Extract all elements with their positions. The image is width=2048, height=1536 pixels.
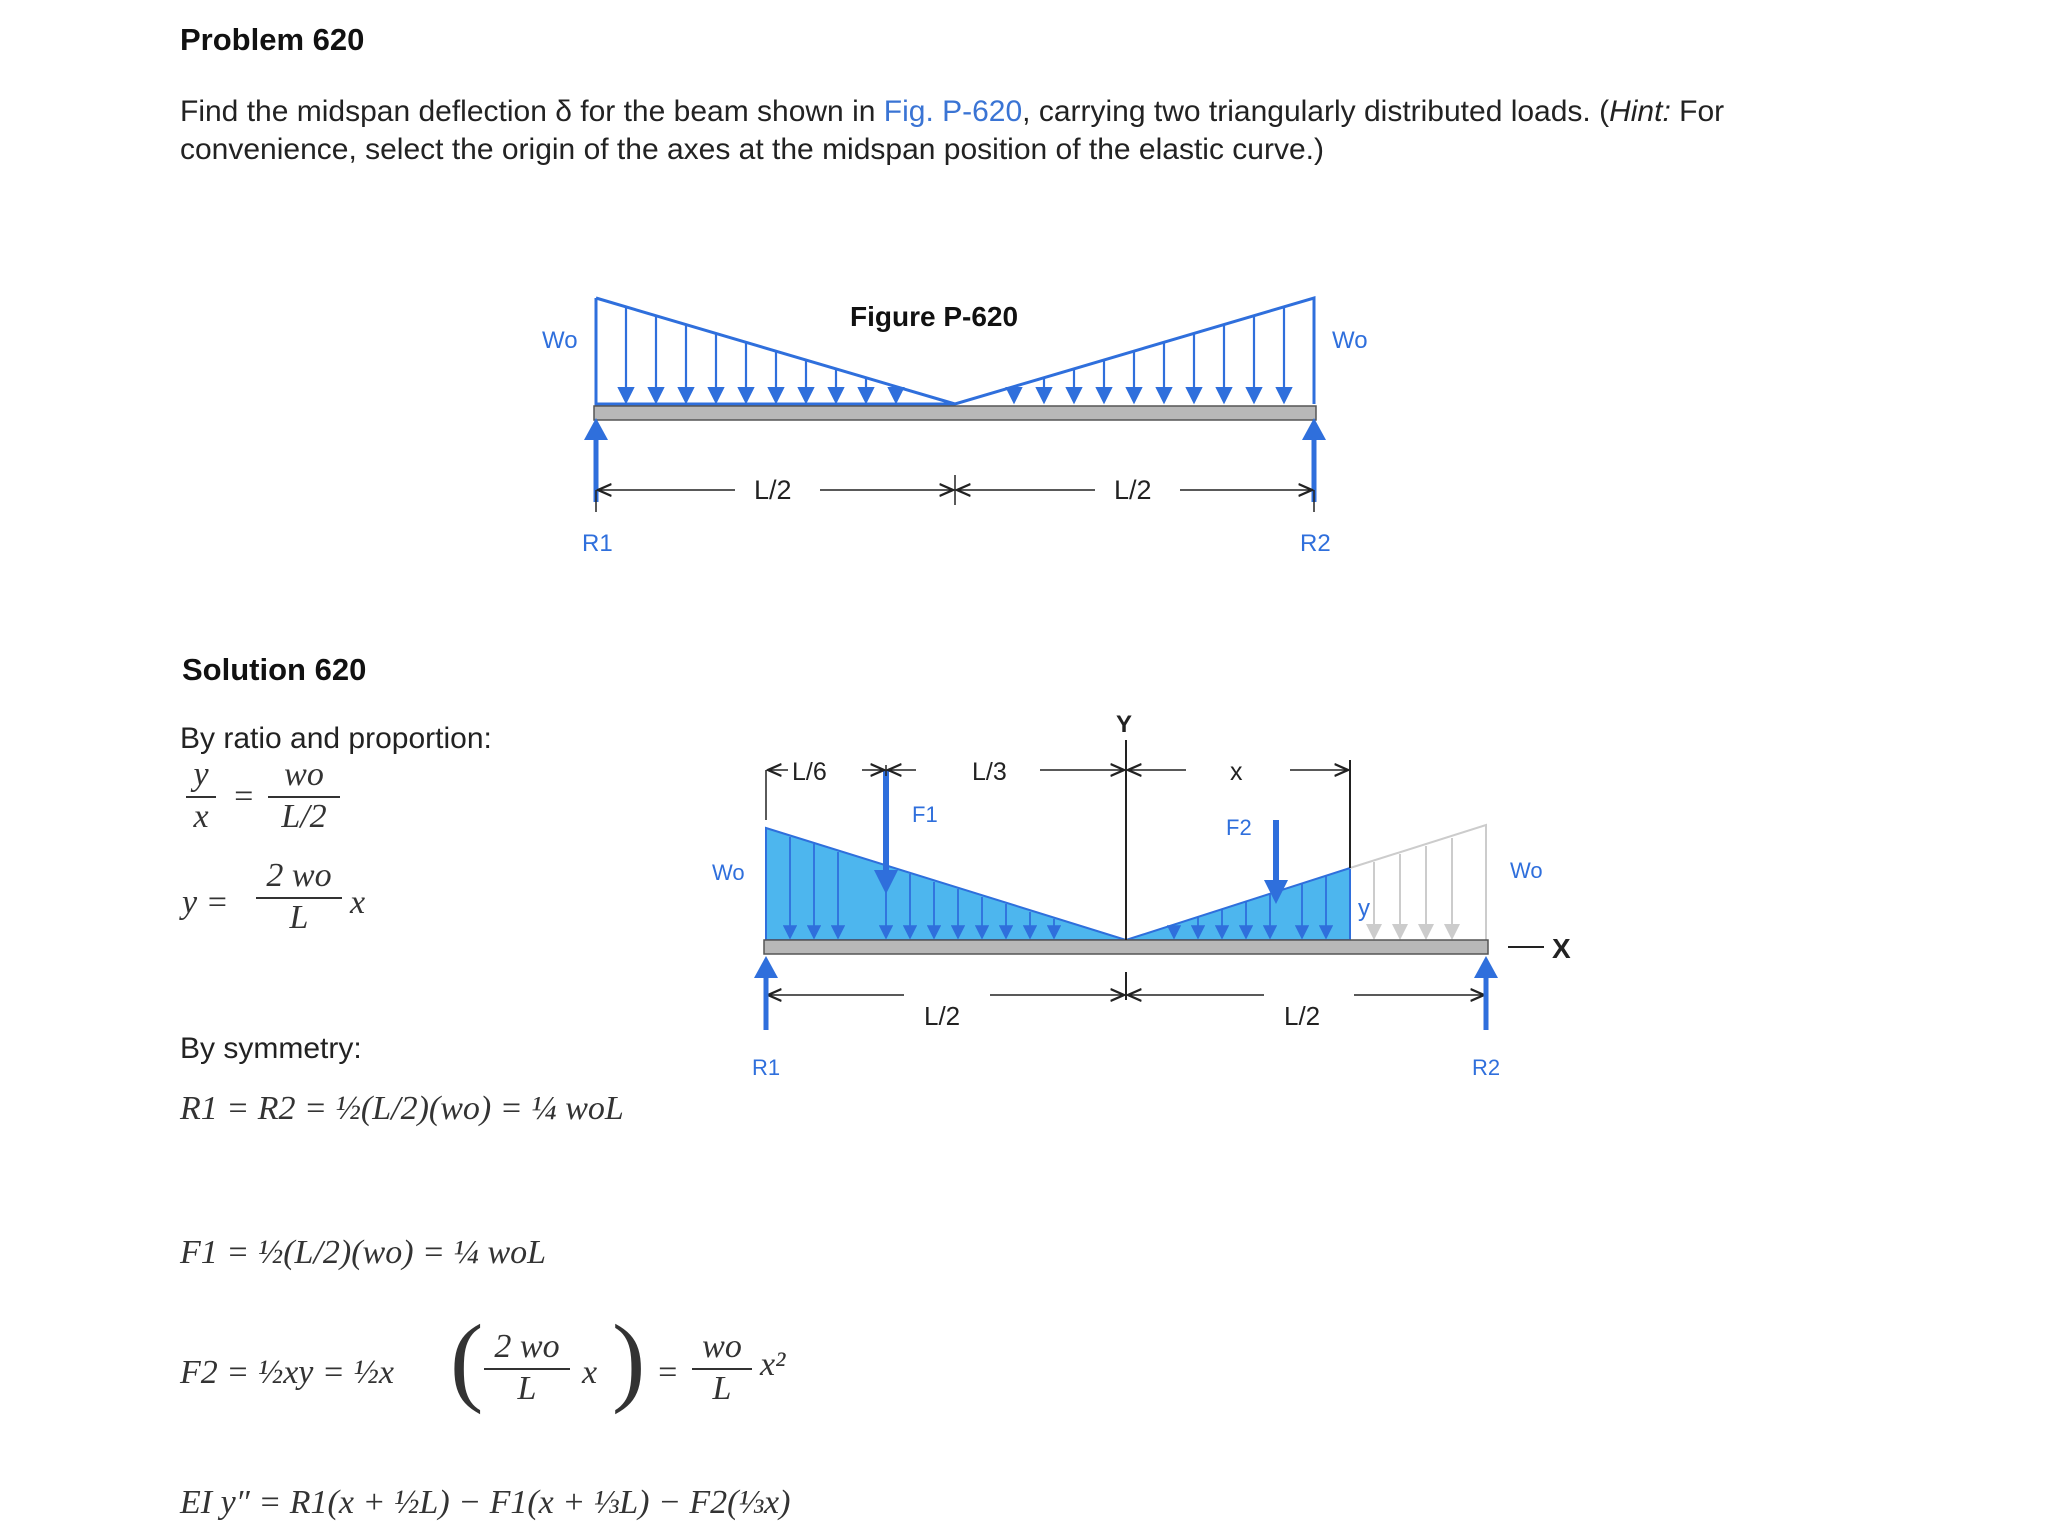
equation-f2-start: F2 = ½xy = ½x — [180, 1354, 394, 1391]
reaction-head-left — [584, 418, 608, 440]
f2-numerator: 2 wo — [494, 1328, 560, 1365]
beam — [594, 406, 1316, 420]
y-dimension-label: y — [1358, 895, 1370, 922]
reaction-label-right: R2 — [1300, 530, 1331, 557]
reaction-label-left-2: R1 — [752, 1055, 781, 1080]
ratio-lhs-denominator: x — [186, 796, 216, 836]
problem-text: Find the midspan deflection δ for the beam shown in — [180, 95, 884, 128]
load-label-right-2: Wo — [1510, 858, 1543, 883]
span-label-left: L/2 — [754, 475, 792, 505]
faded-load-arrows — [1374, 838, 1452, 936]
span-label-right: L/2 — [1114, 475, 1152, 505]
problem-title: Problem 620 — [180, 22, 365, 57]
paren-close: ) — [612, 1304, 646, 1415]
ratio-label: By ratio and proportion: — [180, 722, 492, 755]
ratio-rhs-denominator: L/2 — [268, 796, 340, 836]
ratio-equals: = — [232, 778, 255, 815]
dim-x: x — [1230, 758, 1243, 786]
figure-p620 — [520, 280, 1420, 580]
f2-x: x — [582, 1354, 598, 1391]
y-eq-lhs: y = — [182, 884, 229, 921]
paren-open: ( — [450, 1304, 484, 1415]
hint-label: Hint: — [1609, 95, 1671, 128]
load-fill-left — [766, 828, 1126, 940]
reaction-head-left-2 — [754, 956, 778, 978]
problem-statement — [180, 93, 1760, 169]
f2-rhs-numerator: wo — [702, 1328, 742, 1365]
load-label-left-2: Wo — [712, 860, 745, 885]
equation-ei: EI y″ = R1(x + ½L) − F1(x + ⅓L) − F2(⅓x) — [180, 1484, 791, 1521]
f2-rhs-denominator: L — [692, 1368, 752, 1408]
force-f1-label: F1 — [912, 802, 938, 827]
reaction-label-left: R1 — [582, 530, 613, 557]
problem-text-continued: , carrying two triangularly distributed loads. ( — [1022, 95, 1610, 128]
y-eq-tail: x — [350, 884, 366, 921]
beam-2 — [764, 940, 1488, 954]
f2-denominator: L — [484, 1368, 570, 1408]
solution-title: Solution 620 — [182, 652, 367, 687]
equation-f1: F1 = ½(L/2)(wo) = ¼ woL — [180, 1234, 547, 1271]
f2-tail: x² — [760, 1346, 786, 1383]
force-f2-label: F2 — [1226, 815, 1252, 840]
y-eq-denominator: L — [256, 897, 342, 937]
load-faded — [1350, 825, 1486, 940]
x-axis-label: X — [1552, 933, 1571, 964]
figure-title: Figure P-620 — [850, 301, 1019, 332]
load-fill-right — [1126, 868, 1350, 940]
load-label-left: Wo — [542, 327, 578, 354]
hint-text: For convenience, select the origin of the axes at the midspan position of the elastic curve.) — [180, 95, 1725, 166]
y-axis-label: Y — [1116, 711, 1133, 738]
reaction-head-right — [1302, 418, 1326, 440]
ratio-rhs-numerator: wo — [284, 756, 324, 793]
equation-reactions: R1 = R2 = ½(L/2)(wo) = ¼ woL — [180, 1090, 624, 1127]
reaction-label-right-2: R2 — [1472, 1055, 1501, 1080]
dim-l6: L/6 — [792, 758, 827, 786]
span-label-right-2: L/2 — [1284, 1001, 1321, 1031]
dim-l3: L/3 — [972, 758, 1007, 786]
y-eq-numerator: 2 wo — [266, 857, 332, 894]
figure-link[interactable]: Fig. P-620 — [883, 95, 1023, 128]
ratio-lhs-numerator: y — [193, 756, 209, 793]
solution-diagram — [690, 710, 1630, 1110]
symmetry-label: By symmetry: — [180, 1032, 362, 1065]
span-label-left-2: L/2 — [924, 1001, 961, 1031]
reaction-head-right-2 — [1474, 956, 1498, 978]
f2-equals: = — [656, 1354, 679, 1391]
load-label-right: Wo — [1332, 327, 1368, 354]
